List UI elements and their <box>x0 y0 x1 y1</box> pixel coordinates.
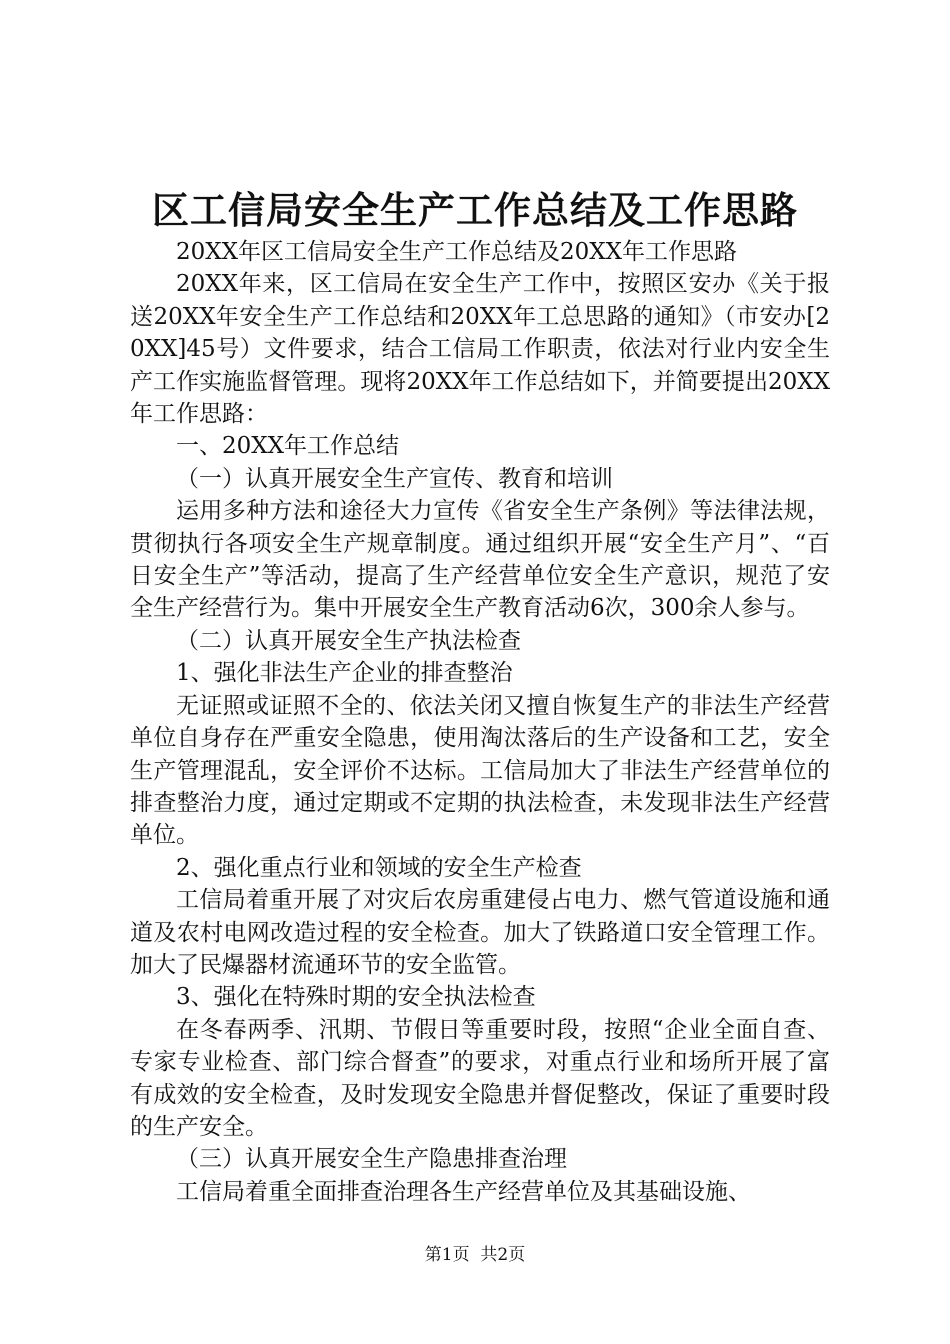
item-heading: 2、强化重点行业和领域的安全生产检查 <box>176 854 582 881</box>
body-paragraph: 工信局着重开展了对灾后农房重建侵占电力、燃气管道设施和通道及农村电网改造过程的安全检查。加大了铁路道口安全管理工作。加大了民爆器材流通环节的安全监管。 <box>130 887 830 978</box>
item-heading: 1、强化非法生产企业的排查整治 <box>176 660 513 687</box>
item-heading: 3、强化在特殊时期的安全执法检查 <box>176 984 536 1011</box>
body-paragraph: 在冬春两季、汛期、节假日等重要时段，按照“企业全面自查、专家专业检查、部门综合督查”的要求，对重点行业和场所开展了富有成效的安全检查，及时发现安全隐患并督促整改，保证了重要时段的生产安全。 <box>130 1016 830 1140</box>
document-body <box>130 236 830 1208</box>
subtitle-paragraph: 20XX年区工信局安全生产工作总结及20XX年工作思路 <box>176 239 738 265</box>
body-paragraph: 运用多种方法和途径大力宣传《省安全生产条例》等法律法规，贯彻执行各项安全生产规章制度。通过组织开展“安全生产月”、“百日安全生产”等活动，提高了生产经营单位安全生产意识，规范了安全生产经营行为。集中开展安全生产教育活动6次，300余人参与。 <box>130 498 830 622</box>
body-paragraph: 工信局着重全面排查治理各生产经营单位及其基础设施、 <box>176 1178 751 1205</box>
subsection-heading: （三）认真开展安全生产隐患排查治理 <box>176 1146 567 1173</box>
page-number: 第1页 共2页 <box>424 1245 526 1265</box>
document-title: 区工信局安全生产工作总结及工作思路 <box>152 188 798 232</box>
section-heading: 一、20XX年工作总结 <box>176 433 400 460</box>
body-paragraph: 无证照或证照不全的、依法关闭又擅自恢复生产的非法生产经营单位自身存在严重安全隐患，使用淘汰落后的生产设备和工艺，安全生产管理混乱，安全评价不达标。工信局加大了非法生产经营单位的排查整治力度，通过定期或不定期的执法检查，未发现非法生产经营单位。 <box>130 692 830 849</box>
subsection-heading: （二）认真开展安全生产执法检查 <box>176 627 521 654</box>
page-footer <box>0 1244 950 1266</box>
intro-paragraph: 20XX年来，区工信局在安全生产工作中，按照区安办《关于报送20XX年安全生产工作总结和20XX年工总思路的通知》（市安办[20XX]45号）文件要求，结合工信局工作职责，依法对行业内安全生产工作实施监督管理。现将20XX年工作总结如下，并简要提出20XX年工作思路： <box>130 271 830 428</box>
subsection-heading: （一）认真开展安全生产宣传、教育和培训 <box>176 465 613 492</box>
